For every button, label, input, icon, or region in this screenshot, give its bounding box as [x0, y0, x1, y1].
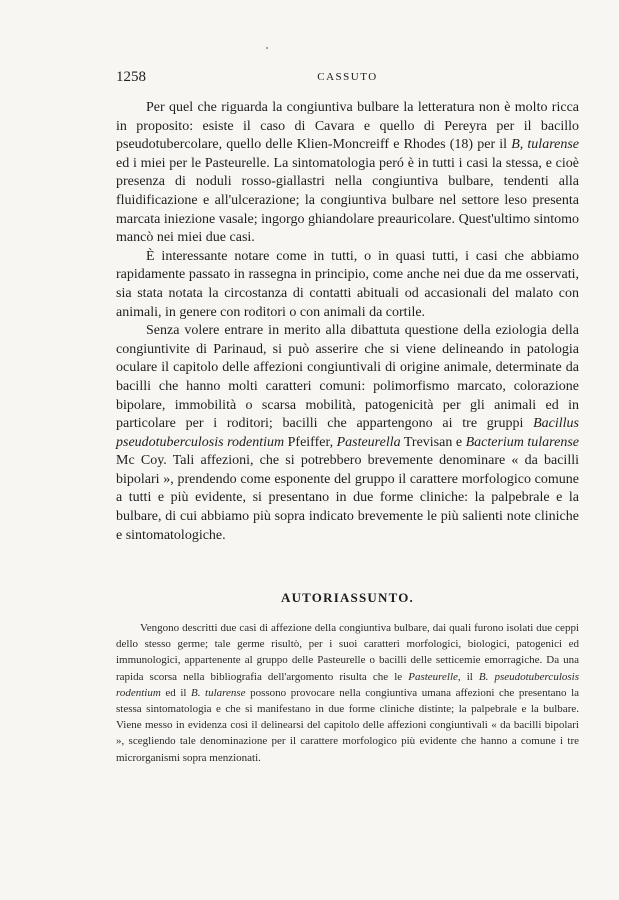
paragraph — [116, 322, 579, 545]
body-text — [116, 99, 579, 545]
page-number: 1258 — [116, 69, 146, 85]
text-run: Senza volere entrare in merito alla dibattuta questione della eziologia della congiuntivite di Parinaud, si può asserire che si viene delineando in patologia oculare il capitolo delle affezioni congiuntivali di origine animale, determinate da bacilli che hanno molti caratteri comuni: polimorfismo marcato, colorazione bipolare, immobilità o scarsa mobilità, patogenicità per gli animali ed in particolare per i roditori; bacilli che appartengono ai tre gruppi — [116, 323, 579, 432]
text-run: Vengono descritti due casi di affezione della congiuntiva bulbare, dai quali furono isolati due ceppi dello stesso germe; tale germe risultò, per i suoi caratteri morfologici, biologici, patogenici ed immunologici, appartenente al gruppo delle Pasteurelle o bacilli delle setticemie emorragiche. Da una rapida scorsa nella bibliografia dell'argomento risulta che le — [116, 622, 579, 683]
text-run: Per quel che riguarda la congiuntiva bulbare la letteratura non è molto ricca in proposito: esiste il caso di Cavara e quello di Pereyra per il bacillo pseudotubercolare, quello delle Klien-Moncreiff e Rhodes (18) per il — [116, 100, 579, 153]
italic-text: Bacillus pseudotuberculosis rodentium — [116, 416, 579, 450]
text-run: Trevisan e — [400, 434, 466, 450]
italic-text: Bacterium tularense — [465, 434, 579, 450]
text-run: , il — [457, 670, 479, 683]
text-run: Mc Coy. Tali affezioni, che si potrebbero brevemente denominare « da bacilli bipolari », prendendo come esponente del gruppo il carattere morfologico comune a tutti e più evidente, si presentano in due forme cliniche: la palpebrale e la bulbare, di cui abbiamo più sopra indicato brevemente le più salienti note cliniche e sintomatologiche. — [116, 453, 579, 543]
text-run: ed il — [160, 686, 191, 699]
abstract — [116, 620, 579, 766]
text-run: È interessante notare come in tutti, o in quasi tutti, i casi che abbiamo rapidamente passato in rassegna in principio, come anche nei due da me osservati, sia stata notata la circostanza di contatti abituali od accasionali del malato con animali, in genere con roditori o con animali da cortile. — [116, 248, 579, 320]
italic-text: B. pseudotuberculosis rodentium — [116, 670, 579, 699]
running-head: CASSUTO — [317, 71, 378, 83]
paragraph — [116, 99, 579, 248]
italic-text: B. tularense — [191, 686, 246, 699]
abstract-paragraph — [116, 620, 579, 766]
scan-speck — [266, 47, 268, 49]
italic-text: Pasteurella — [336, 434, 401, 450]
text-run: possono provocare nella congiuntiva umana affezioni che presentano la stessa sintomatologia e che si manifestano in due forme cliniche distinte; la palpebrale e la bulbare. Viene messo in evidenza così il delinearsi del capitolo delle affezioni congiuntivali « da bacilli bipolari », scegliendo tale denominazione per il carattere morfologico più evidente che hanno a comune i tre microrganismi sopra menzionati. — [116, 686, 580, 764]
text-run: Pfeiffer, — [284, 434, 337, 450]
section-title: AUTORIASSUNTO. — [281, 590, 414, 605]
page-header — [116, 69, 579, 87]
paragraph — [116, 248, 579, 322]
italic-text: Pasteurelle — [408, 670, 458, 683]
text-run: ed i miei per le Pasteurelle. La sintomatologia peró è in tutti i casi la stessa, e cioè presenza di noduli rosso-giallastri nella congiuntiva bulbare, tendenti alla fluidificazione e all'ulcerazione; la congiuntiva bulbare nel settore leso presenta marcata iniezione vasale; ingorgo ghiandolare preauricolare. Quest'ultimo sintomo mancò nei miei due casi. — [116, 155, 579, 246]
italic-text: B, tularense — [511, 137, 579, 153]
